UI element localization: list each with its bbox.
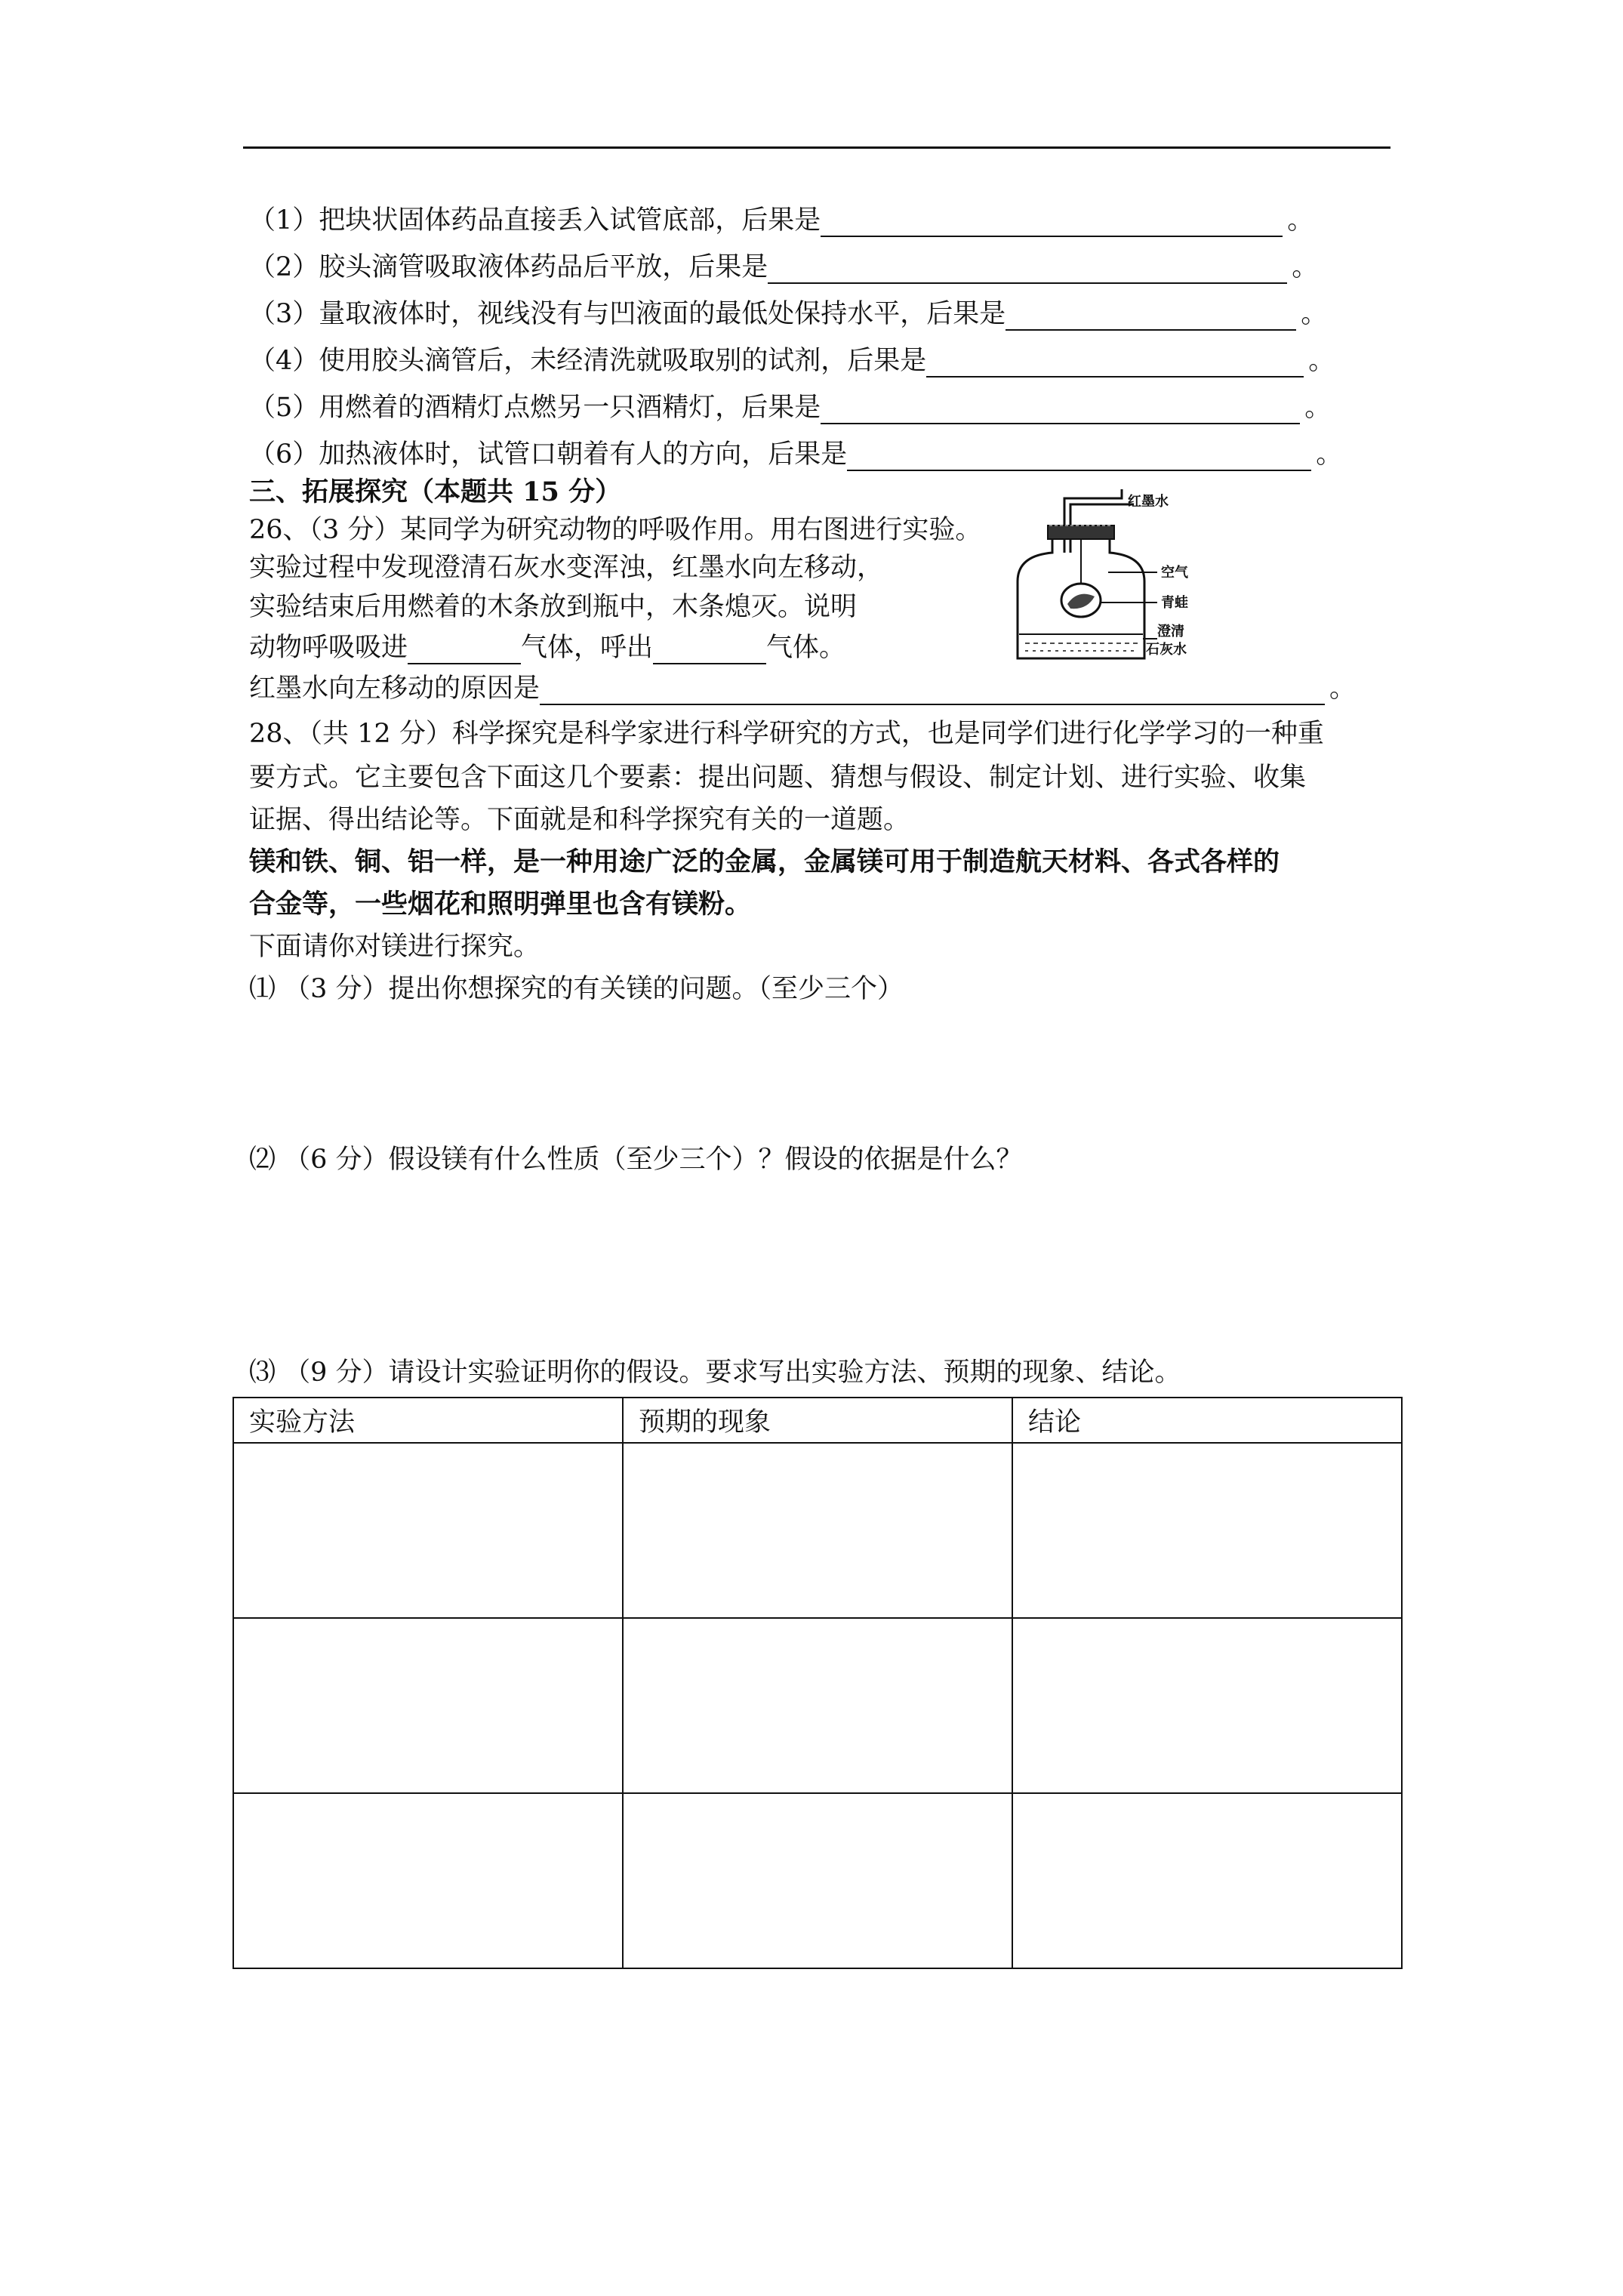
delivery-tube (1064, 489, 1122, 553)
q26-line-3: 实验结束后用燃着的木条放到瓶中，木条熄灭。说明 (249, 592, 858, 622)
experiment-table (233, 1397, 1403, 1969)
period: 。 (1329, 673, 1357, 704)
period: 。 (1301, 299, 1328, 329)
answer-blank[interactable] (1006, 304, 1296, 331)
label-red-ink: 红墨水 (1128, 494, 1169, 510)
q28-sub-3: ⑶ （9 分）请设计实验证明你的假设。要求写出实验方法、预期的现象、结论。 (249, 1358, 1181, 1388)
table-cell[interactable] (1012, 1793, 1402, 1968)
period: 。 (1308, 346, 1335, 376)
answer-blank[interactable] (821, 210, 1283, 237)
text-segment: 红墨水向左移动的原因是 (249, 673, 540, 704)
table-cell[interactable] (623, 1793, 1012, 1968)
q25-item-3 (249, 297, 1327, 331)
period: 。 (1292, 252, 1319, 282)
answer-blank[interactable] (768, 257, 1287, 284)
item-number: （3） (249, 299, 319, 329)
label-limewater-1: 澄清 (1157, 624, 1184, 639)
table-cell[interactable] (623, 1443, 1012, 1618)
label-air: 空气 (1161, 565, 1188, 581)
item-number: （5） (249, 393, 319, 423)
q28-sub-2: ⑵ （6 分）假设镁有什么性质（至少三个）？假设的依据是什么？ (249, 1145, 1023, 1175)
header-conclusion: 结论 (1012, 1398, 1402, 1443)
item-text: 把块状固体药品直接丢入试管底部，后果是 (319, 205, 821, 236)
text-segment: 动物呼吸吸进 (249, 633, 408, 663)
answer-blank-inhale[interactable] (408, 637, 521, 664)
header-phenomenon: 预期的现象 (623, 1398, 1012, 1443)
header-method: 实验方法 (233, 1398, 623, 1443)
q28-line-3: 证据、得出结论等。下面就是和科学探究有关的一道题。 (249, 805, 910, 835)
q25-item-5 (249, 391, 1331, 424)
q25-item-6 (249, 438, 1342, 471)
q28-sub-1: ⑴ （3 分）提出你想探究的有关镁的问题。（至少三个） (249, 974, 904, 1004)
section-3-title: 三、拓展探究（本题共 15 分） (249, 476, 622, 507)
text-segment: 气体。 (766, 633, 846, 663)
stopper (1048, 525, 1114, 539)
answer-blank[interactable] (821, 397, 1300, 424)
q28-line-1: 28、（共 12 分）科学探究是科学家进行科学研究的方式，也是同学们进行化学学习的一种重 (249, 719, 1324, 749)
q25-item-1 (249, 204, 1313, 237)
q26-line-1: 26、（3 分）某同学为研究动物的呼吸作用。用右图进行实验。 (249, 515, 982, 545)
table-cell[interactable] (623, 1618, 1012, 1793)
q26-line-4 (249, 631, 845, 664)
q28-bold-line-1: 镁和铁、铜、铝一样，是一种用途广泛的金属，金属镁可用于制造航天材料、各式各样的 (249, 846, 1280, 877)
item-number: （6） (249, 439, 319, 470)
text-segment: 气体，呼出 (521, 633, 654, 663)
answer-blank-reason[interactable] (540, 678, 1325, 705)
item-text: 加热液体时，试管口朝着有人的方向，后果是 (319, 439, 848, 470)
table-cell[interactable] (1012, 1443, 1402, 1618)
table-row (233, 1443, 1402, 1618)
table-cell[interactable] (233, 1618, 623, 1793)
answer-blank[interactable] (847, 444, 1311, 471)
answer-blank-exhale[interactable] (653, 637, 766, 664)
table-cell[interactable] (233, 1793, 623, 1968)
header-rule (243, 146, 1390, 149)
item-text: 使用胶头滴管后，未经清洗就吸取别的试剂，后果是 (319, 346, 927, 376)
item-text: 胶头滴管吸取液体药品后平放，后果是 (319, 252, 768, 282)
item-text: 量取液体时，视线没有与凹液面的最低处保持水平，后果是 (319, 299, 1006, 329)
table-header-row (233, 1398, 1402, 1443)
q26-line-2: 实验过程中发现澄清石灰水变浑浊，红墨水向左移动， (249, 553, 884, 583)
item-text: 用燃着的酒精灯点燃另一只酒精灯，后果是 (319, 393, 821, 423)
respiration-apparatus-figure (995, 483, 1221, 668)
period: 。 (1304, 393, 1332, 423)
table-cell[interactable] (233, 1443, 623, 1618)
q26-line-5 (249, 672, 1356, 705)
period: 。 (1287, 205, 1314, 236)
table-row (233, 1618, 1402, 1793)
table-cell[interactable] (1012, 1618, 1402, 1793)
q25-item-2 (249, 251, 1318, 284)
q25-item-4 (249, 344, 1335, 378)
q28-line-2: 要方式。它主要包含下面这几个要素：提出问题、猜想与假设、制定计划、进行实验、收集 (249, 763, 1307, 793)
label-frog: 青蛙 (1161, 595, 1188, 611)
q28-bold-line-2: 合金等，一些烟花和照明弹里也含有镁粉。 (249, 889, 752, 920)
item-number: （2） (249, 252, 319, 282)
label-limewater-2: 石灰水 (1146, 642, 1187, 658)
period: 。 (1316, 439, 1343, 470)
table-row (233, 1793, 1402, 1968)
answer-blank[interactable] (926, 350, 1304, 378)
item-number: （4） (249, 346, 319, 376)
item-number: （1） (249, 205, 319, 236)
q28-line-6: 下面请你对镁进行探究。 (249, 932, 540, 962)
